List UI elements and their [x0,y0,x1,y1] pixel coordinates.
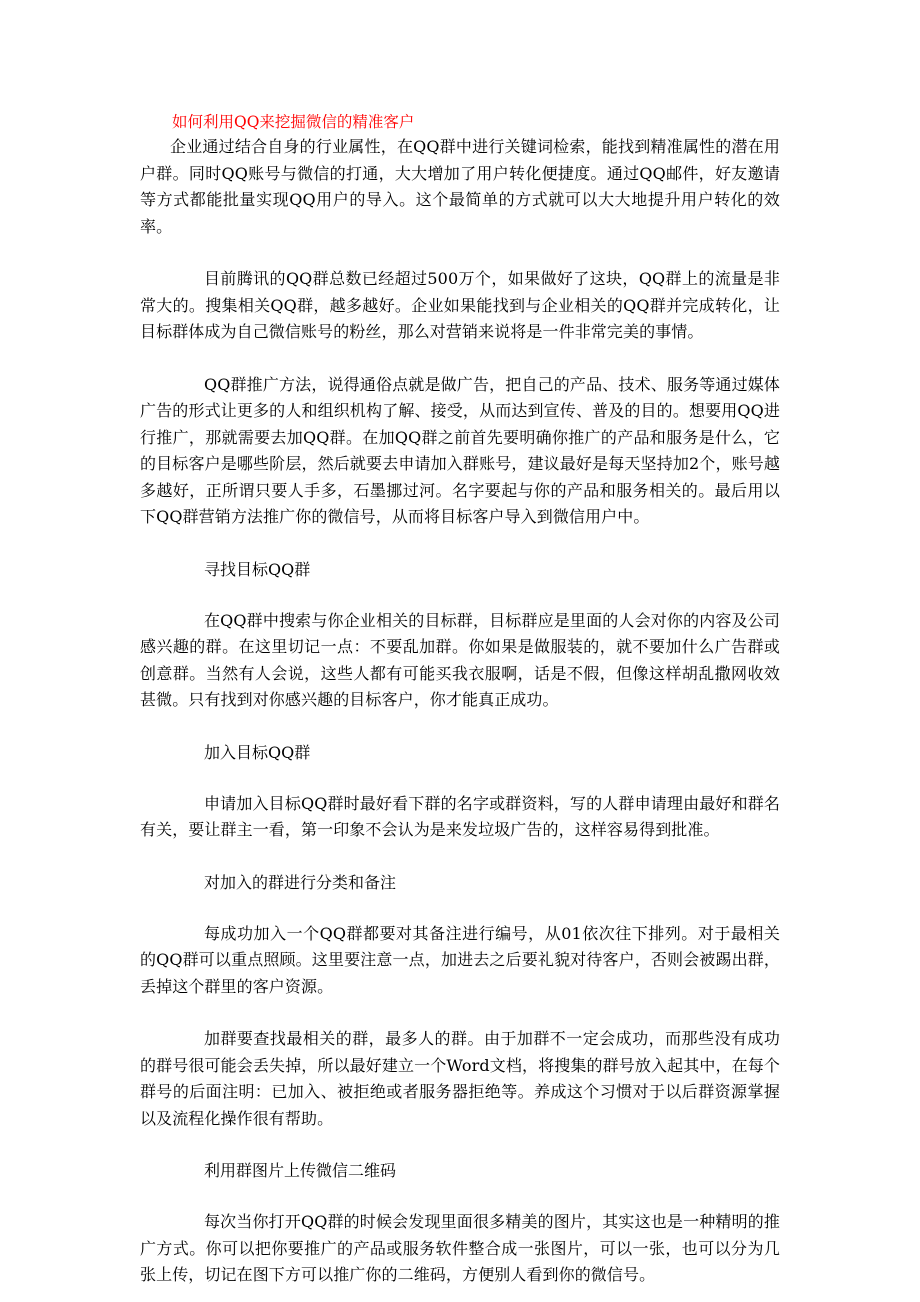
paragraph-spacer [140,844,780,870]
paragraph-qq-group-count: 目前腾讯的QQ群总数已经超过500万个，如果做好了这块，QQ群上的流量是非常大的。搜集相关QQ群，越多越好。企业如果能找到与企业相关的QQ群并完成转化，让目标群体成为自己微信账号的粉丝，那么对营销来说将是一件非常完美的事情。 [140,269,780,341]
section-heading-find-groups: 寻找目标QQ群 [204,559,311,579]
paragraph-join-groups: 申请加入目标QQ群时最好看下群的名字或群资料，写的人群申请理由最好和群名有关，要让群主一看，第一印象不会认为是来发垃圾广告的，这样容易得到批准。 [140,793,780,839]
paragraph-spacer [140,531,780,557]
paragraph-find-groups: 在QQ群中搜索与你企业相关的目标群，目标群应是里面的人会对你的内容及公司感兴趣的群。在这里切记一点：不要乱加群。你如果是做服装的，就不要加什么广告群或创意群。当然有人会说，这些人都有可能买我衣服啊，话是不假，但像这样胡乱撒网收效甚微。只有找到对你感兴趣的目标客户，你才能真正成功。 [140,610,780,709]
section-heading-upload-qrcode: 利用群图片上传微信二维码 [204,1161,397,1180]
paragraph-intro: 企业通过结合自身的行业属性，在QQ群中进行关键词检索，能找到精准属性的潜在用户群。同时QQ账号与微信的打通，大大增加了用户转化便捷度。通过QQ邮件，好友邀请等方式都能批量实现QQ用户的导入。这个最简单的方式就可以大大地提升用户转化的效率。 [140,137,780,236]
paragraph-classify-groups: 每成功加入一个QQ群都要对其备注进行编号，从01依次往下排列。对于最相关的QQ群可以重点照顾。这里要注意一点，加进去之后要礼貌对待客户，否则会被踢出群，丢掉这个群里的客户资源。 [140,923,780,996]
paragraph-spacer [140,240,780,266]
paragraph-spacer [140,766,780,791]
paragraph-spacer [140,346,780,372]
document-title: 如何利用QQ来挖掘微信的精准客户 [172,113,415,131]
paragraph-spacer [140,1000,780,1026]
section-heading-join-groups: 加入目标QQ群 [204,742,311,762]
section-heading-classify-groups: 对加入的群进行分类和备注 [204,872,397,892]
paragraph-spacer [140,1184,780,1209]
paragraph-spacer [140,1132,780,1158]
paragraph-record-groups: 加群要查找最相关的群，最多人的群。由于加群不一定会成功，而那些没有成功的群号很可能会丢失掉，所以最好建立一个Word文档，将搜集的群号放入起其中，在每个群号的后面注明：已加入、被拒绝或者服务器拒绝等。养成这个习惯对于以后群资源掌握以及流程化操作很有帮助。 [140,1029,780,1128]
paragraph-promotion-method: QQ群推广方法，说得通俗点就是做广告，把自己的产品、技术、服务等通过媒体广告的形式让更多的人和组织机构了解、接受，从而达到宣传、普及的目的。想要用QQ进行推广，那就需要去加QQ群。在加QQ群之前首先要明确你推广的产品和服务是什么，它的目标客户是哪些阶层，然后就要去申请加入群账号，建议最好是每天坚持加2个，账号越多越好，正所谓只要人手多，石墨挪过河。名字要起与你的产品和服务相关的。最后用以下QQ群营销方法推广你的微信号，从而将目标客户导入到微信用户中。 [140,374,780,526]
paragraph-spacer [140,714,780,740]
paragraph-upload-qrcode: 每次当你打开QQ群的时候会发现里面很多精美的图片，其实这也是一种精明的推广方式。你可以把你要推广的产品或服务软件整合成一张图片，可以一张，也可以分为几张上传，切记在图下方可以推广你的二维码，方便别人看到你的微信号。 [140,1212,780,1284]
document-body [140,110,780,1289]
paragraph-spacer [140,896,780,921]
paragraph-spacer [140,583,780,608]
